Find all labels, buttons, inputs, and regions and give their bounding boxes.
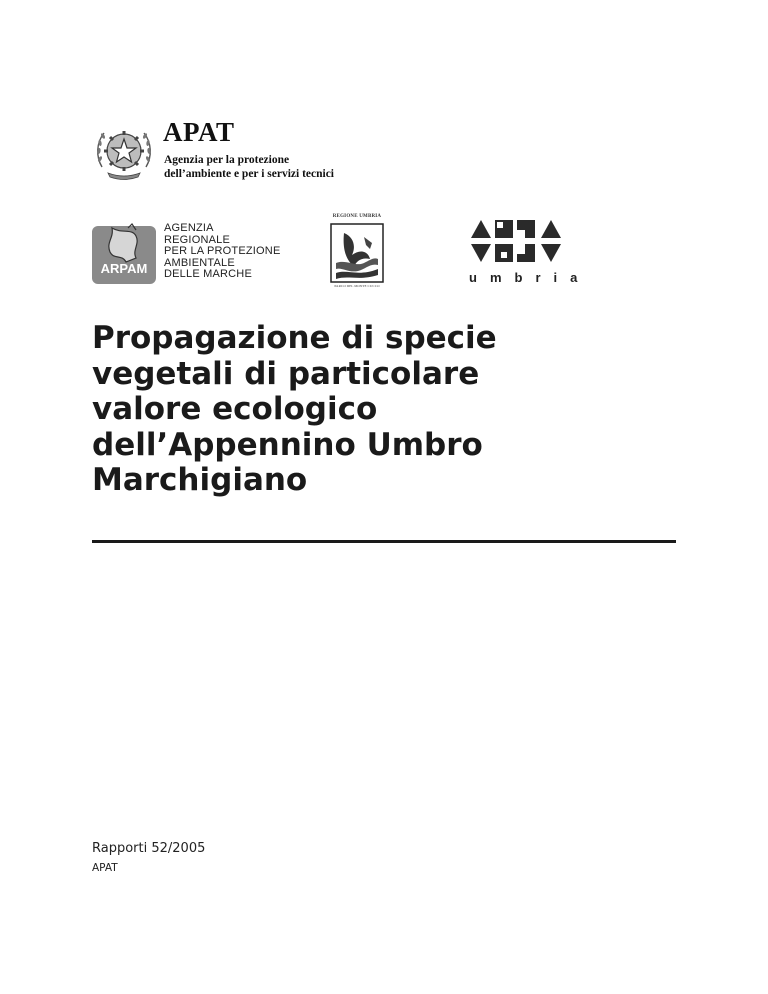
arpam-logo-text: ARPAM bbox=[100, 261, 148, 276]
report-number: Rapporti 52/2005 bbox=[92, 841, 206, 856]
arpam-name-line: REGIONALE bbox=[164, 233, 230, 246]
regione-umbria-label: REGIONE UMBRIA bbox=[332, 214, 382, 219]
arpa-umbria-wordmark: umbria bbox=[469, 270, 591, 285]
arpam-name bbox=[164, 223, 280, 281]
regione-umbria-logo bbox=[324, 212, 390, 292]
monte-cucco-label: PARCO DEL MONTE CUCCO bbox=[334, 284, 380, 288]
apat-full-name bbox=[164, 153, 334, 181]
arpam-logo-icon bbox=[92, 222, 156, 286]
arpam-name-line: DELLE MARCHE bbox=[164, 268, 252, 280]
arpa-umbria-logo bbox=[469, 218, 591, 288]
apat-full-name-line1: Agenzia per la protezione bbox=[164, 154, 290, 166]
document-title-line: Propagazione di specie bbox=[92, 320, 497, 356]
document-title-line: vegetali di particolare bbox=[92, 355, 480, 392]
title-divider bbox=[92, 540, 676, 543]
italian-republic-emblem-icon bbox=[92, 119, 156, 183]
document-title-line: Marchigiano bbox=[92, 462, 308, 498]
arpam-name-line: PER LA PROTEZIONE bbox=[164, 245, 281, 257]
monte-cucco-emblem-icon bbox=[330, 223, 384, 283]
document-title bbox=[92, 321, 652, 499]
partner-logos bbox=[92, 212, 591, 292]
publisher-name: APAT bbox=[92, 862, 118, 874]
document-title-line: valore ecologico bbox=[92, 391, 378, 427]
arpa-umbria-mark-icon bbox=[469, 218, 573, 266]
apat-header bbox=[92, 117, 392, 187]
document-title-line: dell’Appennino Umbro bbox=[92, 426, 483, 463]
apat-acronym: APAT bbox=[163, 117, 235, 147]
arpam-name-line: AMBIENTALE bbox=[164, 256, 235, 269]
arpam-name-line: AGENZIA bbox=[164, 222, 214, 234]
apat-full-name-line2: dell’ambiente e per i servizi tecnici bbox=[164, 168, 335, 180]
